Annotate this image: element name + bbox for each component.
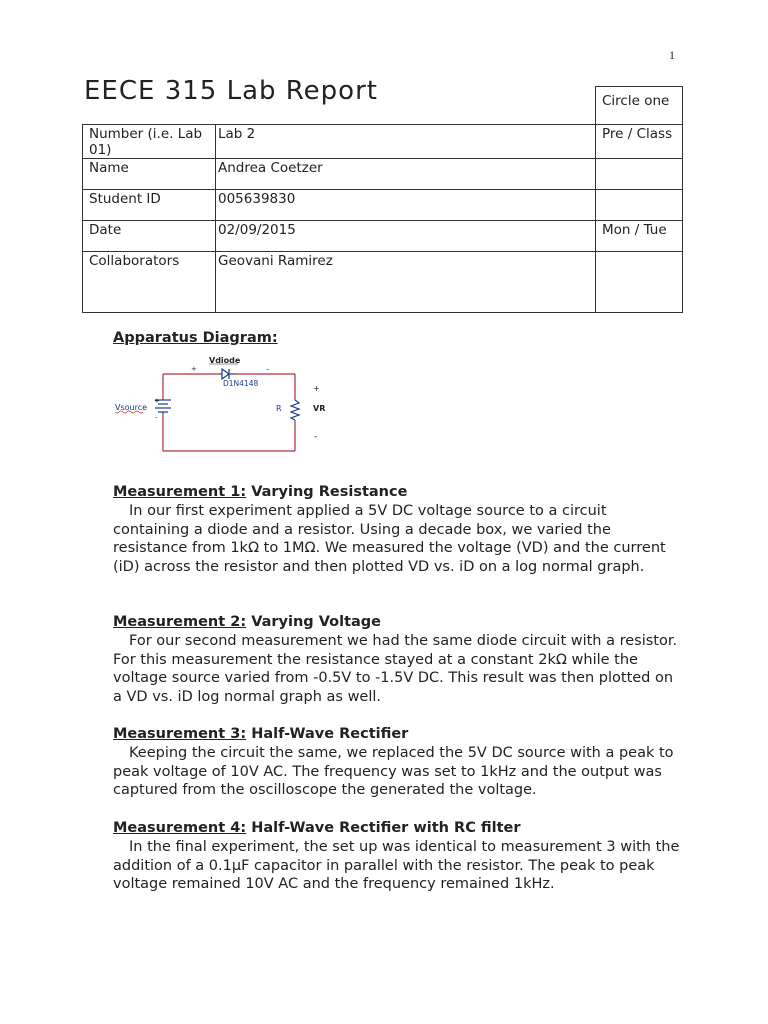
- row-extra: [596, 190, 683, 221]
- measurement-label: Measurement 3:: [113, 726, 247, 742]
- report-title-text: EECE 315 Lab Report: [84, 76, 378, 106]
- row-value: Lab 2: [216, 125, 596, 159]
- measurement-2-text: For our second measurement we had the same diode circuit with a resistor. For this measurement the resistance stayed at a constant 2kΩ while the voltage source varied from -0.5V to -1.5V DC. This result was then plotted on a VD vs. iD log normal graph as well.: [113, 633, 678, 705]
- vr-minus-label: -: [314, 432, 318, 442]
- row-extra: [596, 252, 683, 313]
- resistor-label: R: [276, 404, 282, 413]
- measurement-1-heading: [113, 484, 407, 500]
- resistor-symbol: [291, 400, 299, 420]
- minus-top-label: –: [266, 365, 270, 373]
- table-row: [83, 221, 683, 252]
- vdiode-label: Vdiode: [209, 356, 241, 365]
- row-extra: Pre / Class: [596, 125, 683, 159]
- apparatus-heading: [113, 330, 278, 346]
- diode-part-label: D1N4148: [223, 379, 259, 388]
- row-label: Date: [83, 221, 216, 252]
- measurement-2-heading: [113, 614, 381, 630]
- measurement-4-heading: [113, 820, 521, 836]
- row-extra: Mon / Tue: [596, 221, 683, 252]
- measurement-title: Half-Wave Rectifier: [251, 726, 409, 742]
- row-label: Name: [83, 159, 216, 190]
- measurement-3-text: Keeping the circuit the same, we replaced the 5V DC source with a peak to peak voltage of 10V AC. The frequency was set to 1kHz and the output was captured from the oscilloscope the generated the voltage.: [113, 745, 674, 798]
- table-row: [83, 125, 683, 159]
- measurement-1-text: In our first experiment applied a 5V DC voltage source to a circuit containing a diode and a resistor. Using a decade box, we varied the resistance from 1kΩ to 1MΩ. We measured the voltage (VD) and the current (iD) across the resistor and then plotted VD vs. iD on a log normal graph.: [113, 503, 666, 575]
- measurement-title: Half-Wave Rectifier with RC filter: [251, 820, 521, 836]
- row-value: 02/09/2015: [216, 221, 596, 252]
- measurement-label: Measurement 2:: [113, 614, 247, 630]
- measurement-4-text: In the final experiment, the set up was identical to measurement 3 with the addition of a 0.1μF capacitor in parallel with the resistor. The peak to peak voltage remained 10V AC and the frequency remained 1kHz.: [113, 839, 680, 892]
- measurement-label: Measurement 4:: [113, 820, 247, 836]
- table-row: [83, 159, 683, 190]
- row-label: Student ID: [83, 190, 216, 221]
- source-plus-label: +: [154, 397, 160, 405]
- info-table: [82, 86, 683, 313]
- row-label: Collaborators: [83, 252, 216, 313]
- table-row: [83, 252, 683, 313]
- apparatus-heading-text: Apparatus Diagram:: [113, 330, 278, 346]
- row-extra: [596, 159, 683, 190]
- row-value: 005639830: [216, 190, 596, 221]
- plus-top-label: +: [191, 365, 197, 373]
- vr-label: VR: [313, 404, 326, 413]
- table-row: [83, 190, 683, 221]
- circle-one-header: Circle one: [596, 87, 683, 125]
- vsource-label: Vsource: [115, 403, 148, 412]
- measurement-label: Measurement 1:: [113, 484, 247, 500]
- measurement-3-heading: [113, 726, 408, 742]
- page-number: 1: [669, 48, 675, 62]
- source-minus-label: -: [155, 414, 158, 422]
- measurement-title: Varying Voltage: [251, 614, 382, 630]
- row-value: Andrea Coetzer: [216, 159, 596, 190]
- measurement-title: Varying Resistance: [251, 484, 408, 500]
- circuit-diagram: [110, 350, 340, 456]
- row-value: Geovani Ramirez: [216, 252, 596, 313]
- vr-plus-label: +: [313, 384, 320, 393]
- row-label: Number (i.e. Lab 01): [83, 125, 216, 159]
- diode-symbol: [220, 369, 236, 379]
